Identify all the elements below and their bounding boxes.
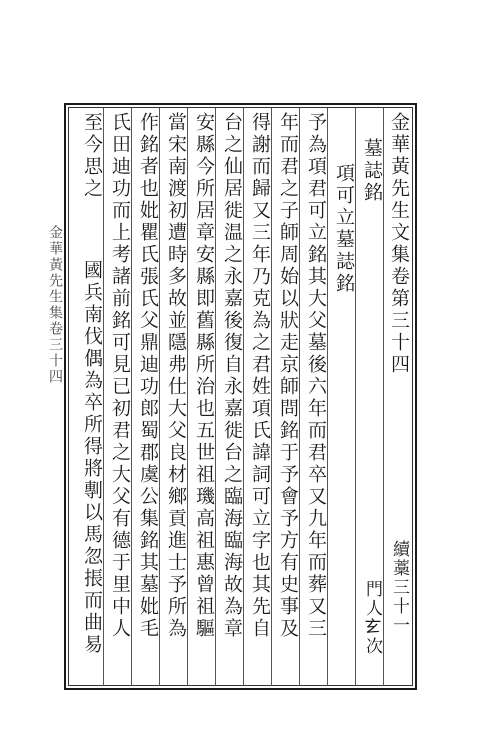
text-column-3: 得謝而歸又三年乃克為之君姓項氏諱詞可立字也其先自 bbox=[249, 112, 271, 640]
text-column-4: 台之仙居徙温之永嘉後復自永嘉徙台之臨海臨海故為章 bbox=[221, 112, 243, 640]
text-column-1: 予為項君可立銘其大父墓後六年而君卒又九年而葬又三 bbox=[305, 112, 327, 640]
epitaph-title: 項可立墓誌銘 bbox=[333, 163, 355, 295]
title-column: 金華黃先生文集卷第三十四 bbox=[388, 112, 410, 376]
text-column-2: 年而君之子師周始以狀走京師問銘于予會予方有史事及 bbox=[277, 112, 299, 640]
volume-label: 續藁三十一 bbox=[389, 540, 409, 635]
margin-label: 金華黃先生集卷三十四 bbox=[47, 225, 63, 385]
section-heading: 墓誌銘 bbox=[361, 138, 383, 204]
text-column-5: 安縣今所居章安縣即舊縣所治也五世祖璣高祖惠曾祖驅 bbox=[193, 112, 215, 640]
compiler-label: 門人𤣥次 bbox=[362, 580, 382, 656]
text-column-6: 當宋南渡初遭時多故並隱弗仕大父良材鄉貢進士予所為 bbox=[165, 112, 187, 640]
text-column-9-top: 至今思之 bbox=[81, 112, 103, 200]
text-column-8: 氏田迪功而上考諸前銘可見已初君之大父有德于里中人 bbox=[109, 112, 131, 640]
text-column-7: 作銘者也妣瞿氏張氏父鼎迪功郎蜀郡虞公集銘其墓妣毛 bbox=[137, 112, 159, 640]
text-column-9-bottom: 國兵南伐偶為卒所得將剸以馬忽掁而曲易 bbox=[81, 260, 103, 656]
